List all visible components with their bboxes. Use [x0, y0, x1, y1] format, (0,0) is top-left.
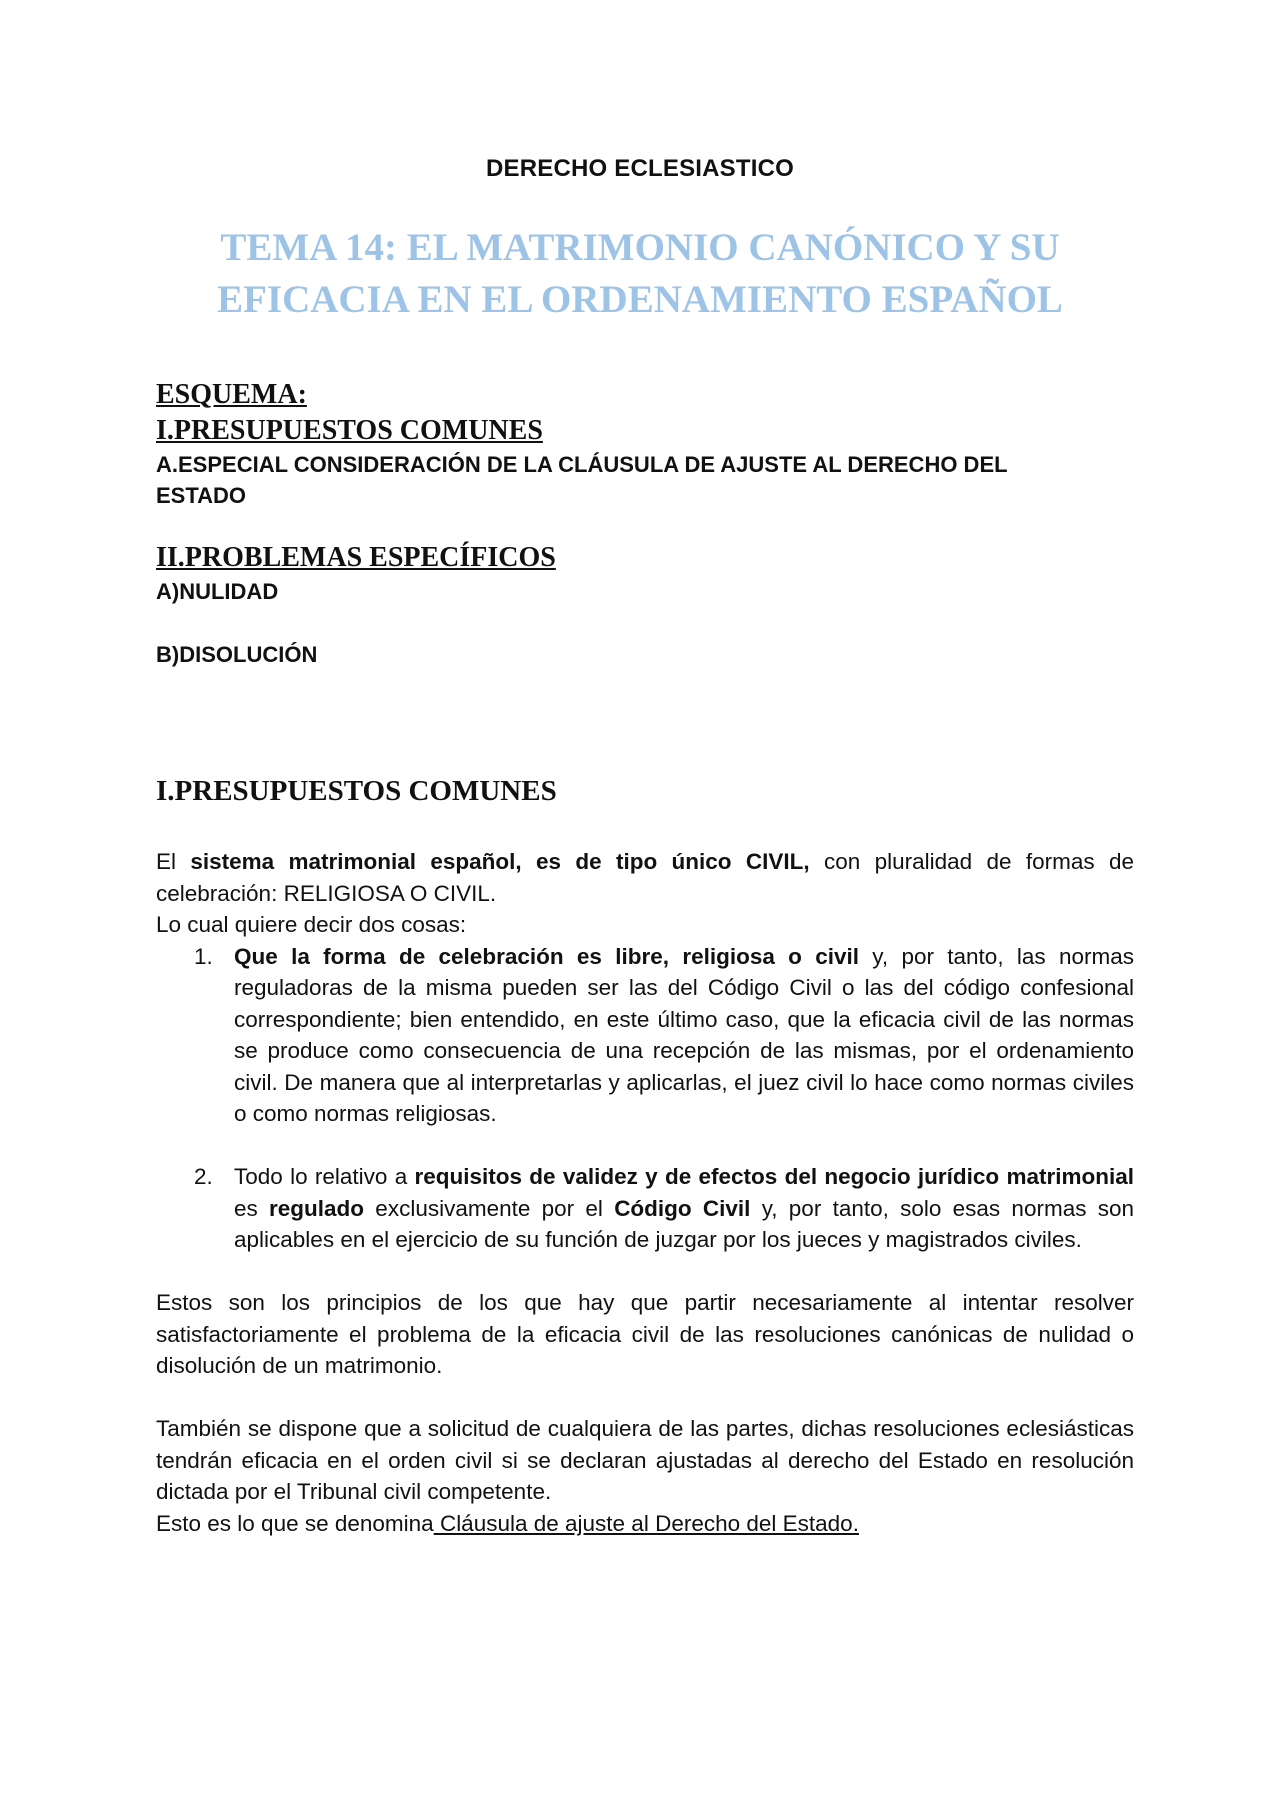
topic-title [0, 222, 1280, 326]
bold-span: Que la forma de celebración es libre, religiosa o civil [234, 943, 859, 969]
text-span: Esto es lo que se denomina [156, 1510, 434, 1536]
text-span: exclusivamente por el [364, 1195, 615, 1221]
bold-span: sistema matrimonial español, es de tipo único CIVIL, [190, 849, 810, 874]
principles-list [156, 941, 1134, 1256]
paragraph-resolutions: También se dispone que a solicitud de cualquiera de las partes, dichas resoluciones eclesiásticas tendrán eficacia en el orden civil si se declaran ajustadas al derecho del Estado en resolución dictada por el Tribunal civil competente. [156, 1416, 1134, 1504]
outline-section-1-a-line-2: ESTADO [156, 483, 247, 508]
outline-section-2-a: A)NULIDAD [156, 579, 279, 604]
topic-title-line-2: EFICACIA EN EL ORDENAMIENTO ESPAÑOL [217, 278, 1063, 321]
course-title: DERECHO ECLESIASTICO [485, 155, 795, 182]
text-span: es [234, 1195, 270, 1221]
text-span: y, por tanto, las normas reguladoras de la misma pueden ser las del Código Civil o las del código confesional correspondiente; bien entendido, en este último caso, que la eficacia civil de las normas se produce como consecuencia de una recepción de las mismas, por el ordenamiento civil. De manera que al interpretarlas y aplicarlas, el juez civil lo hace como normas civiles o como normas religiosas. [234, 943, 1134, 1126]
underlined-term: Cláusula de ajuste al Derecho del Estado. [433, 1510, 859, 1536]
list-number: 2. [194, 1164, 213, 1189]
topic-title-line-1: TEMA 14: EL MATRIMONIO CANÓNICO Y SU [220, 226, 1060, 269]
text-span: El [156, 849, 191, 874]
outline-section-1: I.PRESUPUESTOS COMUNES [156, 415, 543, 446]
outline [156, 377, 1134, 670]
bold-span: requisitos de validez y de efectos del negocio jurídico matrimonial [414, 1164, 1134, 1189]
outline-section-1-a [156, 449, 1134, 511]
paragraph-principles: Estos son los principios de los que hay que partir necesariamente al intentar resolver satisfactoriamente el problema de la eficacia civil de las resoluciones canónicas de nulidad o disolución de un matrimonio. [156, 1290, 1134, 1378]
bold-span: Código Civil [614, 1195, 751, 1221]
list-number: 1. [194, 943, 213, 969]
section-1 [156, 773, 1134, 1539]
paragraph-clause [156, 1508, 1134, 1540]
text-span: y, por tanto, solo esas normas son aplicables en el ejercicio de su función de juzgar por los jueces y magistrados civiles. [234, 1195, 1134, 1252]
text-span: Todo lo relativo a [234, 1164, 415, 1189]
outline-section-1-a-line-1: A.ESPECIAL CONSIDERACIÓN DE LA CLÁUSULA DE AJUSTE AL DERECHO DEL [156, 452, 1008, 477]
list-item [156, 1161, 1134, 1256]
paragraph-system [156, 846, 1134, 909]
list-item [156, 941, 1134, 1130]
outline-section-2-b: B)DISOLUCIÓN [156, 642, 318, 667]
outline-title: ESQUEMA: [156, 379, 307, 410]
text-span: con pluralidad de formas de celebración: RELIGIOSA O CIVIL. [156, 849, 1134, 906]
bold-span: regulado [269, 1195, 365, 1221]
outline-section-2: II.PROBLEMAS ESPECÍFICOS [156, 542, 556, 573]
section-1-heading: I.PRESUPUESTOS COMUNES [156, 775, 557, 807]
paragraph-intro: Lo cual quiere decir dos cosas: [156, 912, 467, 937]
